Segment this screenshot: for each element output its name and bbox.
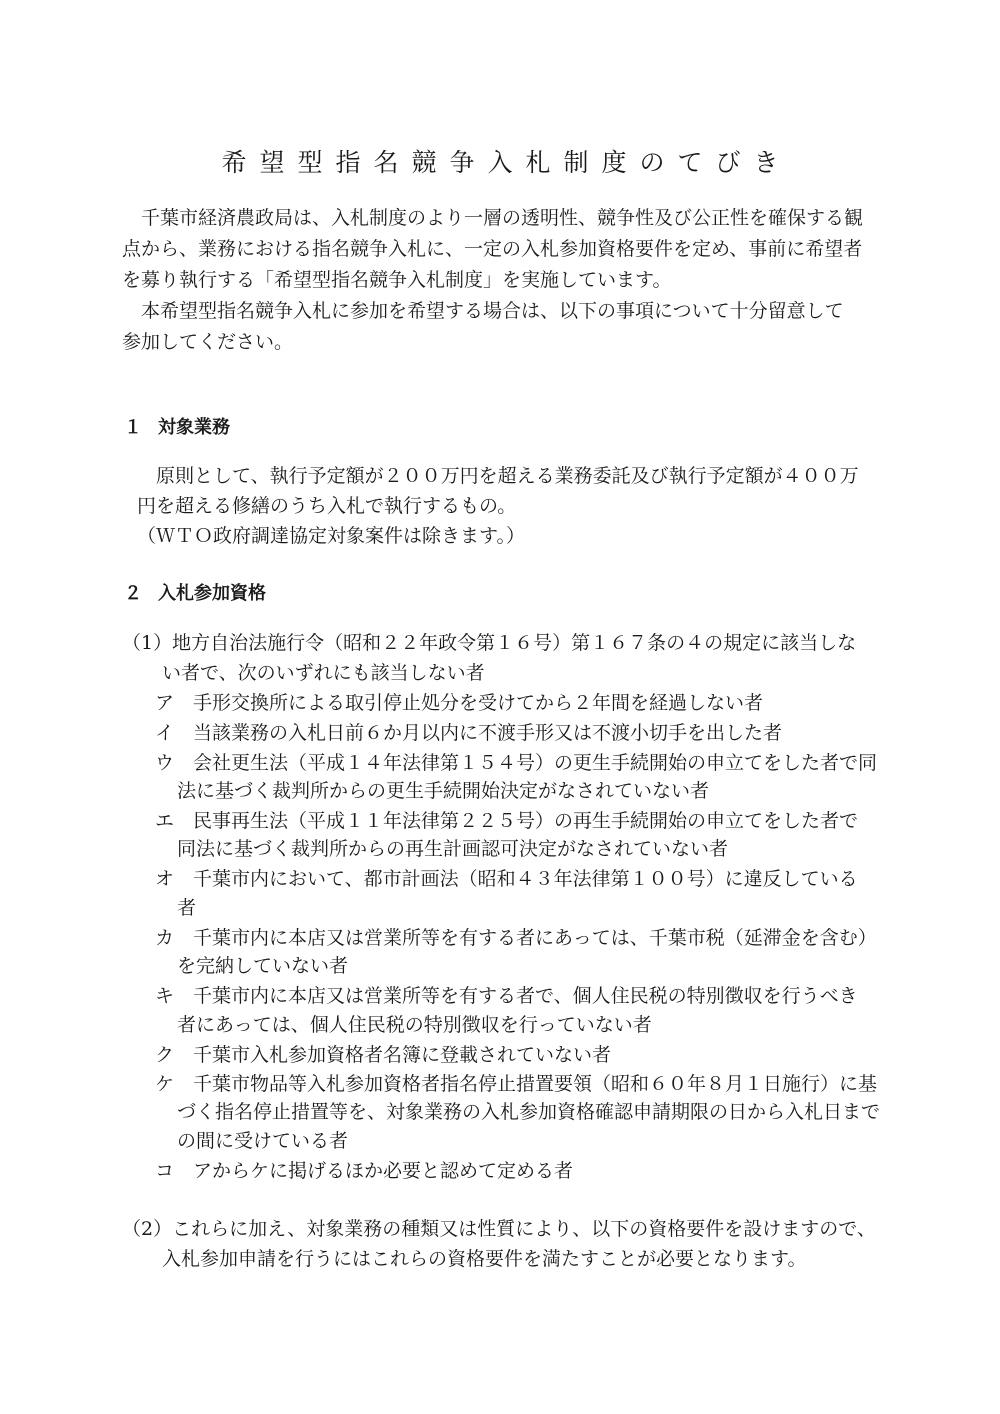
sub-item [155,808,858,834]
item-continuation: い者で、次のいずれにも該当しない者 [162,662,485,684]
sub-item-marker: ア [155,692,175,714]
sub-item-marker: キ [155,985,175,1007]
sub-item-text: 千葉市内に本店又は営業所等を有する者にあっては、千葉市税（延滞金を含む） [193,927,877,949]
sub-item-continuation: 法に基づく裁判所からの更生手続開始決定がなされていない者 [177,780,710,802]
sub-item [155,1158,573,1184]
sub-item-marker: イ [155,722,175,744]
sub-item [155,983,858,1009]
document-title: 希望型指名競争入札制度のてびき [221,148,792,177]
sub-item-text: 千葉市入札参加資格者名簿に登載されていない者 [193,1044,612,1066]
sub-item-text: 民事再生法（平成１１年法律第２２５号）の再生手続開始の申立てをした者で [193,810,859,832]
sub-item-continuation: 者 [177,897,197,919]
sub-item-text: アからケに掲げるほか必要と認めて定める者 [193,1160,574,1182]
sub-item [155,866,858,892]
sub-item-text: 当該業務の入札日前６か月以内に不渡手形又は不渡小切手を出した者 [193,722,783,744]
sub-item [155,690,763,716]
sub-item-marker: ケ [155,1073,175,1095]
sub-item-marker: カ [155,927,175,949]
section-line: （ＷＴＯ政府調達協定対象案件は除きます。） [137,525,525,547]
intro-line: 千葉市経済農政局は、入札制度のより一層の透明性、競争性及び公正性を確保する観 [141,207,864,229]
list-item [122,630,856,656]
intro-line: 参加してください。 [122,331,294,353]
section-heading-text: 対象業務 [158,417,230,438]
item-text: 地方自治法施行令（昭和２２年政令第１６号）第１６７条の４の規定に該当しな [172,632,857,654]
sub-item-marker: ク [155,1044,175,1066]
intro-line: 本希望型指名競争入札に参加を希望する場合は、以下の事項について十分留意して [141,300,844,322]
sub-item-marker: コ [155,1160,175,1182]
sub-item-continuation: づく指名停止措置等を、対象業務の入札参加資格確認申請期限の日から入札日まで [177,1101,881,1123]
intro-line: を募り執行する「希望型指名競争入札制度」を実施しています。 [122,269,672,291]
sub-item [155,1042,611,1068]
list-item [122,1216,876,1242]
sub-item-text: 千葉市物品等入札参加資格者指名停止措置要領（昭和６０年８月１日施行）に基 [193,1073,878,1095]
sub-item [155,1071,877,1097]
sub-item-text: 千葉市内において、都市計画法（昭和４３年法律第１００号）に違反している [193,868,858,890]
section-number: １ [124,417,142,438]
sub-item-text: 千葉市内に本店又は営業所等を有する者で、個人住民税の特別徴収を行うべき [193,985,858,1007]
sub-item-continuation: の間に受けている者 [177,1130,349,1152]
sub-item-continuation: 者にあっては、個人住民税の特別徴収を行っていない者 [177,1014,652,1036]
item-continuation: 入札参加申請を行うにはこれらの資格要件を満たすことが必要となります。 [162,1248,807,1270]
intro-line: 点から、業務における指名競争入札に、一定の入札参加資格要件を定め、事前に希望者 [122,238,863,260]
sub-item-marker: ウ [155,752,175,774]
section-line: 原則として、執行予定額が２００万円を超える業務委託及び執行予定額が４００万 [156,465,859,487]
sub-item-text: 手形交換所による取引停止処分を受けてから２年間を経過しない者 [193,692,764,714]
sub-item [155,750,877,776]
sub-item-text: 会社更生法（平成１４年法律第１５４号）の更生手続開始の申立てをした者で同 [193,752,878,774]
sub-item [155,925,877,951]
section-heading [124,415,230,441]
section-number: ２ [124,583,142,604]
item-marker: （2） [122,1218,173,1240]
section-heading [124,581,266,607]
sub-item [155,720,782,746]
item-marker: （1） [122,632,173,654]
sub-item-continuation: を完納していない者 [177,955,349,977]
section-heading-text: 入札参加資格 [158,583,266,604]
item-text: これらに加え、対象業務の種類又は性質により、以下の資格要件を設けますので、 [172,1218,876,1240]
sub-item-marker: エ [155,810,175,832]
sub-item-continuation: 同法に基づく裁判所からの再生計画認可決定がなされていない者 [177,838,729,860]
section-line: 円を超える修繕のうち入札で執行するもの。 [137,495,517,517]
sub-item-marker: オ [155,868,175,890]
